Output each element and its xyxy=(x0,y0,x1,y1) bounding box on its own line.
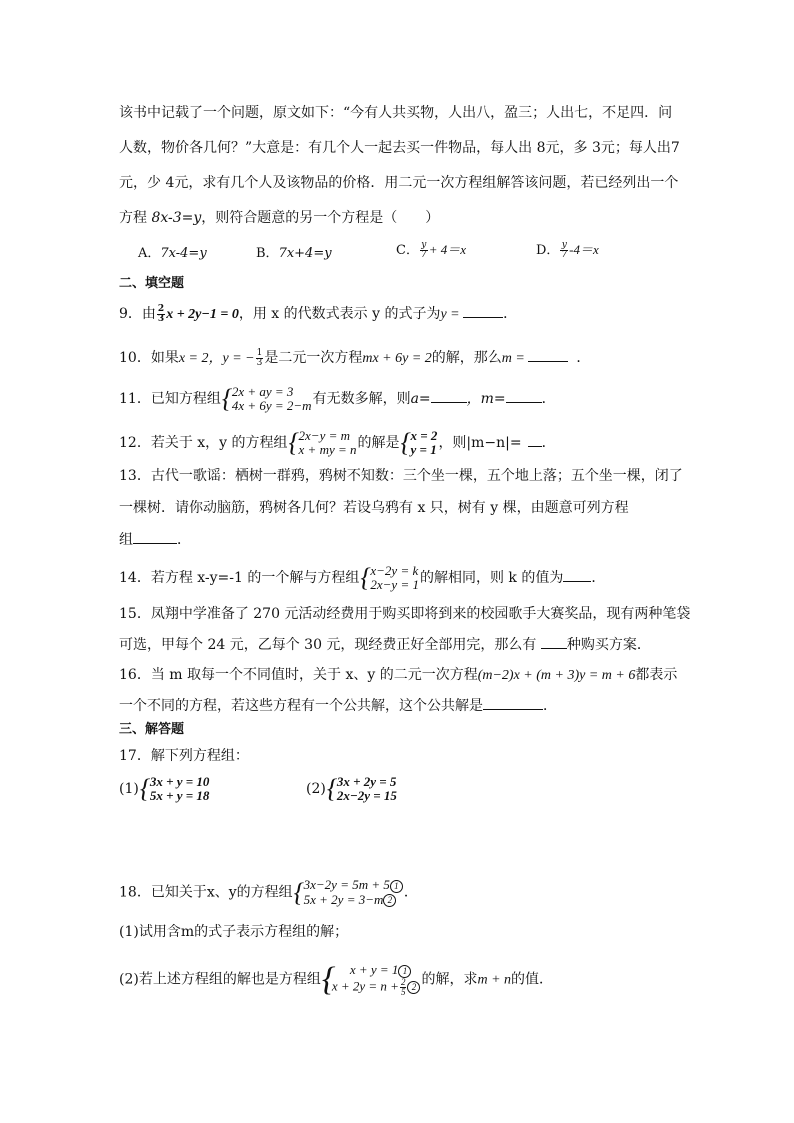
q13-end: ． xyxy=(177,532,191,548)
q12-prefix: 12．若关于 x，y 的方程组 xyxy=(119,435,288,451)
circle-1-icon: 1 xyxy=(390,880,403,893)
q14-system: { x−2y = k 2x−y = 1 xyxy=(360,563,419,592)
q17-title: 17．解下列方程组： xyxy=(119,748,249,764)
q10-fraction: $\frac{1}{3}$ xyxy=(256,347,263,368)
q17-part2-label: (2) xyxy=(306,781,326,797)
q11-m-label: ，m= xyxy=(466,391,506,407)
q9-equation: x + 2y−1 = 0 xyxy=(166,307,239,322)
q9-tail: y = xyxy=(440,307,464,322)
problem8-line4-suffix: ，则符合题意的另一个方程是（ ） xyxy=(201,210,440,226)
q16-answer-blank[interactable] xyxy=(483,695,543,710)
q10-values: x = 2，y = − xyxy=(178,351,255,366)
question-9 xyxy=(119,303,517,325)
choice-d-label: D． xyxy=(536,243,560,258)
circle-2-icon: 2 xyxy=(407,981,420,994)
q18-part2-system: { x + y = 1 1 x + 2y = n + $\frac{2}{5}$ 2 xyxy=(322,962,421,997)
q9-number: 9．由 xyxy=(119,306,156,322)
q13-line2: 一棵树．请你动脑筋，鸦树各几何？若设乌鸦有 x 只，树有 y 棵，由题意可列方程 xyxy=(119,500,629,516)
q18-statement xyxy=(119,878,418,907)
choice-b-label: B． xyxy=(256,246,279,261)
q11-prefix: 11．已知方程组 xyxy=(119,391,221,407)
q12-text2: ，则|m−n|= xyxy=(438,435,522,451)
choice-d[interactable] xyxy=(536,240,599,261)
q12-text: 的解是 xyxy=(357,435,400,451)
q13-answer-blank[interactable] xyxy=(133,529,177,544)
q11-text: 有无数多解，则 xyxy=(312,391,411,407)
q18-part1: (1)试用含m的式子表示方程组的解； xyxy=(119,924,349,940)
q17-part2-system: { 3x + 2y = 5 2x−2y = 15 xyxy=(326,774,397,803)
q9-end: ． xyxy=(503,306,518,322)
section3-title: 三、解答题 xyxy=(119,722,185,737)
q10-text: 是二元一次方程 xyxy=(264,350,363,366)
q15-line2-prefix: 可选，甲每个 24 元，乙每个 30 元，现经费正好全部用完，那么有 xyxy=(119,637,541,653)
q18-part2-end: 的值． xyxy=(511,971,554,988)
q14-prefix: 14．若方程 x-y=-1 的一个解与方程组 xyxy=(119,570,360,586)
q18-part2-expr: m + n xyxy=(477,972,512,988)
q15-line2 xyxy=(119,634,651,655)
q18-part2 xyxy=(119,962,553,997)
q9-answer-blank[interactable] xyxy=(463,303,503,318)
problem8-line2: 人数，物价各几何？”大意是：有几个人一起去买一件物品，每人出 8元，多 3元；每人出7 xyxy=(119,140,680,156)
choice-c-label: C． xyxy=(396,243,419,258)
q13-line3-prefix: 组 xyxy=(119,532,133,548)
q10-prefix: 10．如果 xyxy=(119,350,179,366)
choice-b[interactable] xyxy=(256,244,332,264)
q13-line1: 13．古代一歌谣：栖树一群鸦，鸦树不知数：三个坐一棵，五个地上落；五个坐一棵，闭了 xyxy=(119,468,683,484)
q12-system: { 2x−y = m x + my = n xyxy=(288,428,357,457)
q18-prefix: 18．已知关于x、y的方程组 xyxy=(119,884,293,901)
q18-part2-text: 的解，求 xyxy=(421,971,478,988)
q13-line3 xyxy=(119,529,191,550)
question-10 xyxy=(119,347,590,369)
q10-m: m = xyxy=(501,351,529,366)
q16-line2-text: 一个不同的方程，若这些方程有一个公共解，这个公共解是 xyxy=(119,698,483,714)
choice-a-eq: 7x-4=y xyxy=(160,246,207,261)
problem8-line1: 该书中记载了一个问题，原文如下：“今有人共买物，人出八，盈三；人出七，不足四．问 xyxy=(119,105,673,121)
choice-a[interactable] xyxy=(138,244,207,264)
q11-m-blank[interactable] xyxy=(506,388,542,403)
choice-d-fraction: $\frac{y}{7}$ xyxy=(561,240,568,260)
q15-line2-suffix: 种购买方案． xyxy=(566,637,651,653)
q17-part2 xyxy=(306,775,398,803)
q15-answer-blank[interactable] xyxy=(541,634,567,649)
q10-end: ． xyxy=(576,350,591,366)
q17-part1 xyxy=(119,775,210,803)
q11-end: ． xyxy=(541,391,556,407)
q12-solution: { x = 2 y = 1 xyxy=(400,428,438,457)
q10-equation: mx + 6y = 2 xyxy=(362,351,432,366)
q9-fraction: $\frac{2}{3}$ xyxy=(157,303,165,324)
q14-end: ． xyxy=(591,570,606,586)
q11-system: { 2x + ay = 3 4x + 6y = 2−m xyxy=(221,384,312,413)
q16-equation: (m−2)x + (m + 3)y = m + 6 xyxy=(477,668,636,683)
q11-a-blank[interactable] xyxy=(431,388,467,403)
choice-c-rest: + 4＝x xyxy=(428,242,466,257)
q16-line1 xyxy=(119,665,677,686)
q11-a-label: a= xyxy=(410,391,431,407)
q18-fraction: $\frac{2}{5}$ xyxy=(400,977,406,997)
q18-part2-prefix: (2)若上述方程组的解也是方程组 xyxy=(119,971,321,988)
section2-title: 二、填空题 xyxy=(119,276,185,291)
q17-part1-label: (1) xyxy=(119,781,139,797)
problem8-line4-prefix: 方程 xyxy=(119,210,152,226)
q18-end: ． xyxy=(403,884,418,901)
question-12 xyxy=(119,429,556,457)
q10-text2: 的解，那么 xyxy=(431,350,502,366)
choice-b-eq: 7x+4=y xyxy=(278,246,332,261)
problem8-equation: 8x-3=y xyxy=(151,210,202,226)
choice-c-fraction: $\frac{y}{7}$ xyxy=(420,240,427,260)
choice-c[interactable] xyxy=(396,240,466,261)
q16-line2 xyxy=(119,695,557,716)
q9-text: ，用 x 的代数式表示 y 的式子为 xyxy=(238,306,441,322)
q16-suffix: 都表示 xyxy=(635,667,678,683)
circle-2-icon: 2 xyxy=(383,894,396,907)
problem8-line3: 元，少 4元，求有几个人及该物品的价格．用二元一次方程组解答该问题，若已经列出一个 xyxy=(119,175,679,191)
q12-answer-blank[interactable] xyxy=(528,432,542,447)
q18-system: { 3x−2y = 5m + 5 1 5x + 2y = 3−m 2 xyxy=(294,878,403,907)
circle-1-icon: 1 xyxy=(398,965,411,978)
q17-part1-system: { 3x + y = 10 5x + y = 18 xyxy=(139,774,210,803)
choice-a-label: A． xyxy=(138,246,161,261)
choice-d-rest: -4＝x xyxy=(569,242,599,257)
q14-text: 的解相同，则 k 的值为 xyxy=(419,570,564,586)
q16-end: ． xyxy=(543,698,557,714)
q16-prefix: 16．当 m 取每一个不同值时，关于 x、y 的二元一次方程 xyxy=(119,667,478,683)
q14-answer-blank[interactable] xyxy=(563,567,591,582)
q12-end: ． xyxy=(541,435,556,451)
question-11 xyxy=(119,385,556,413)
q10-answer-blank[interactable] xyxy=(528,347,568,362)
problem8-line4 xyxy=(119,208,439,228)
question-14 xyxy=(119,564,605,592)
q15-line1: 15．凤翔中学准备了 270 元活动经费用于购买即将到来的校园歌手大赛奖品，现有两种笔袋 xyxy=(119,606,691,622)
